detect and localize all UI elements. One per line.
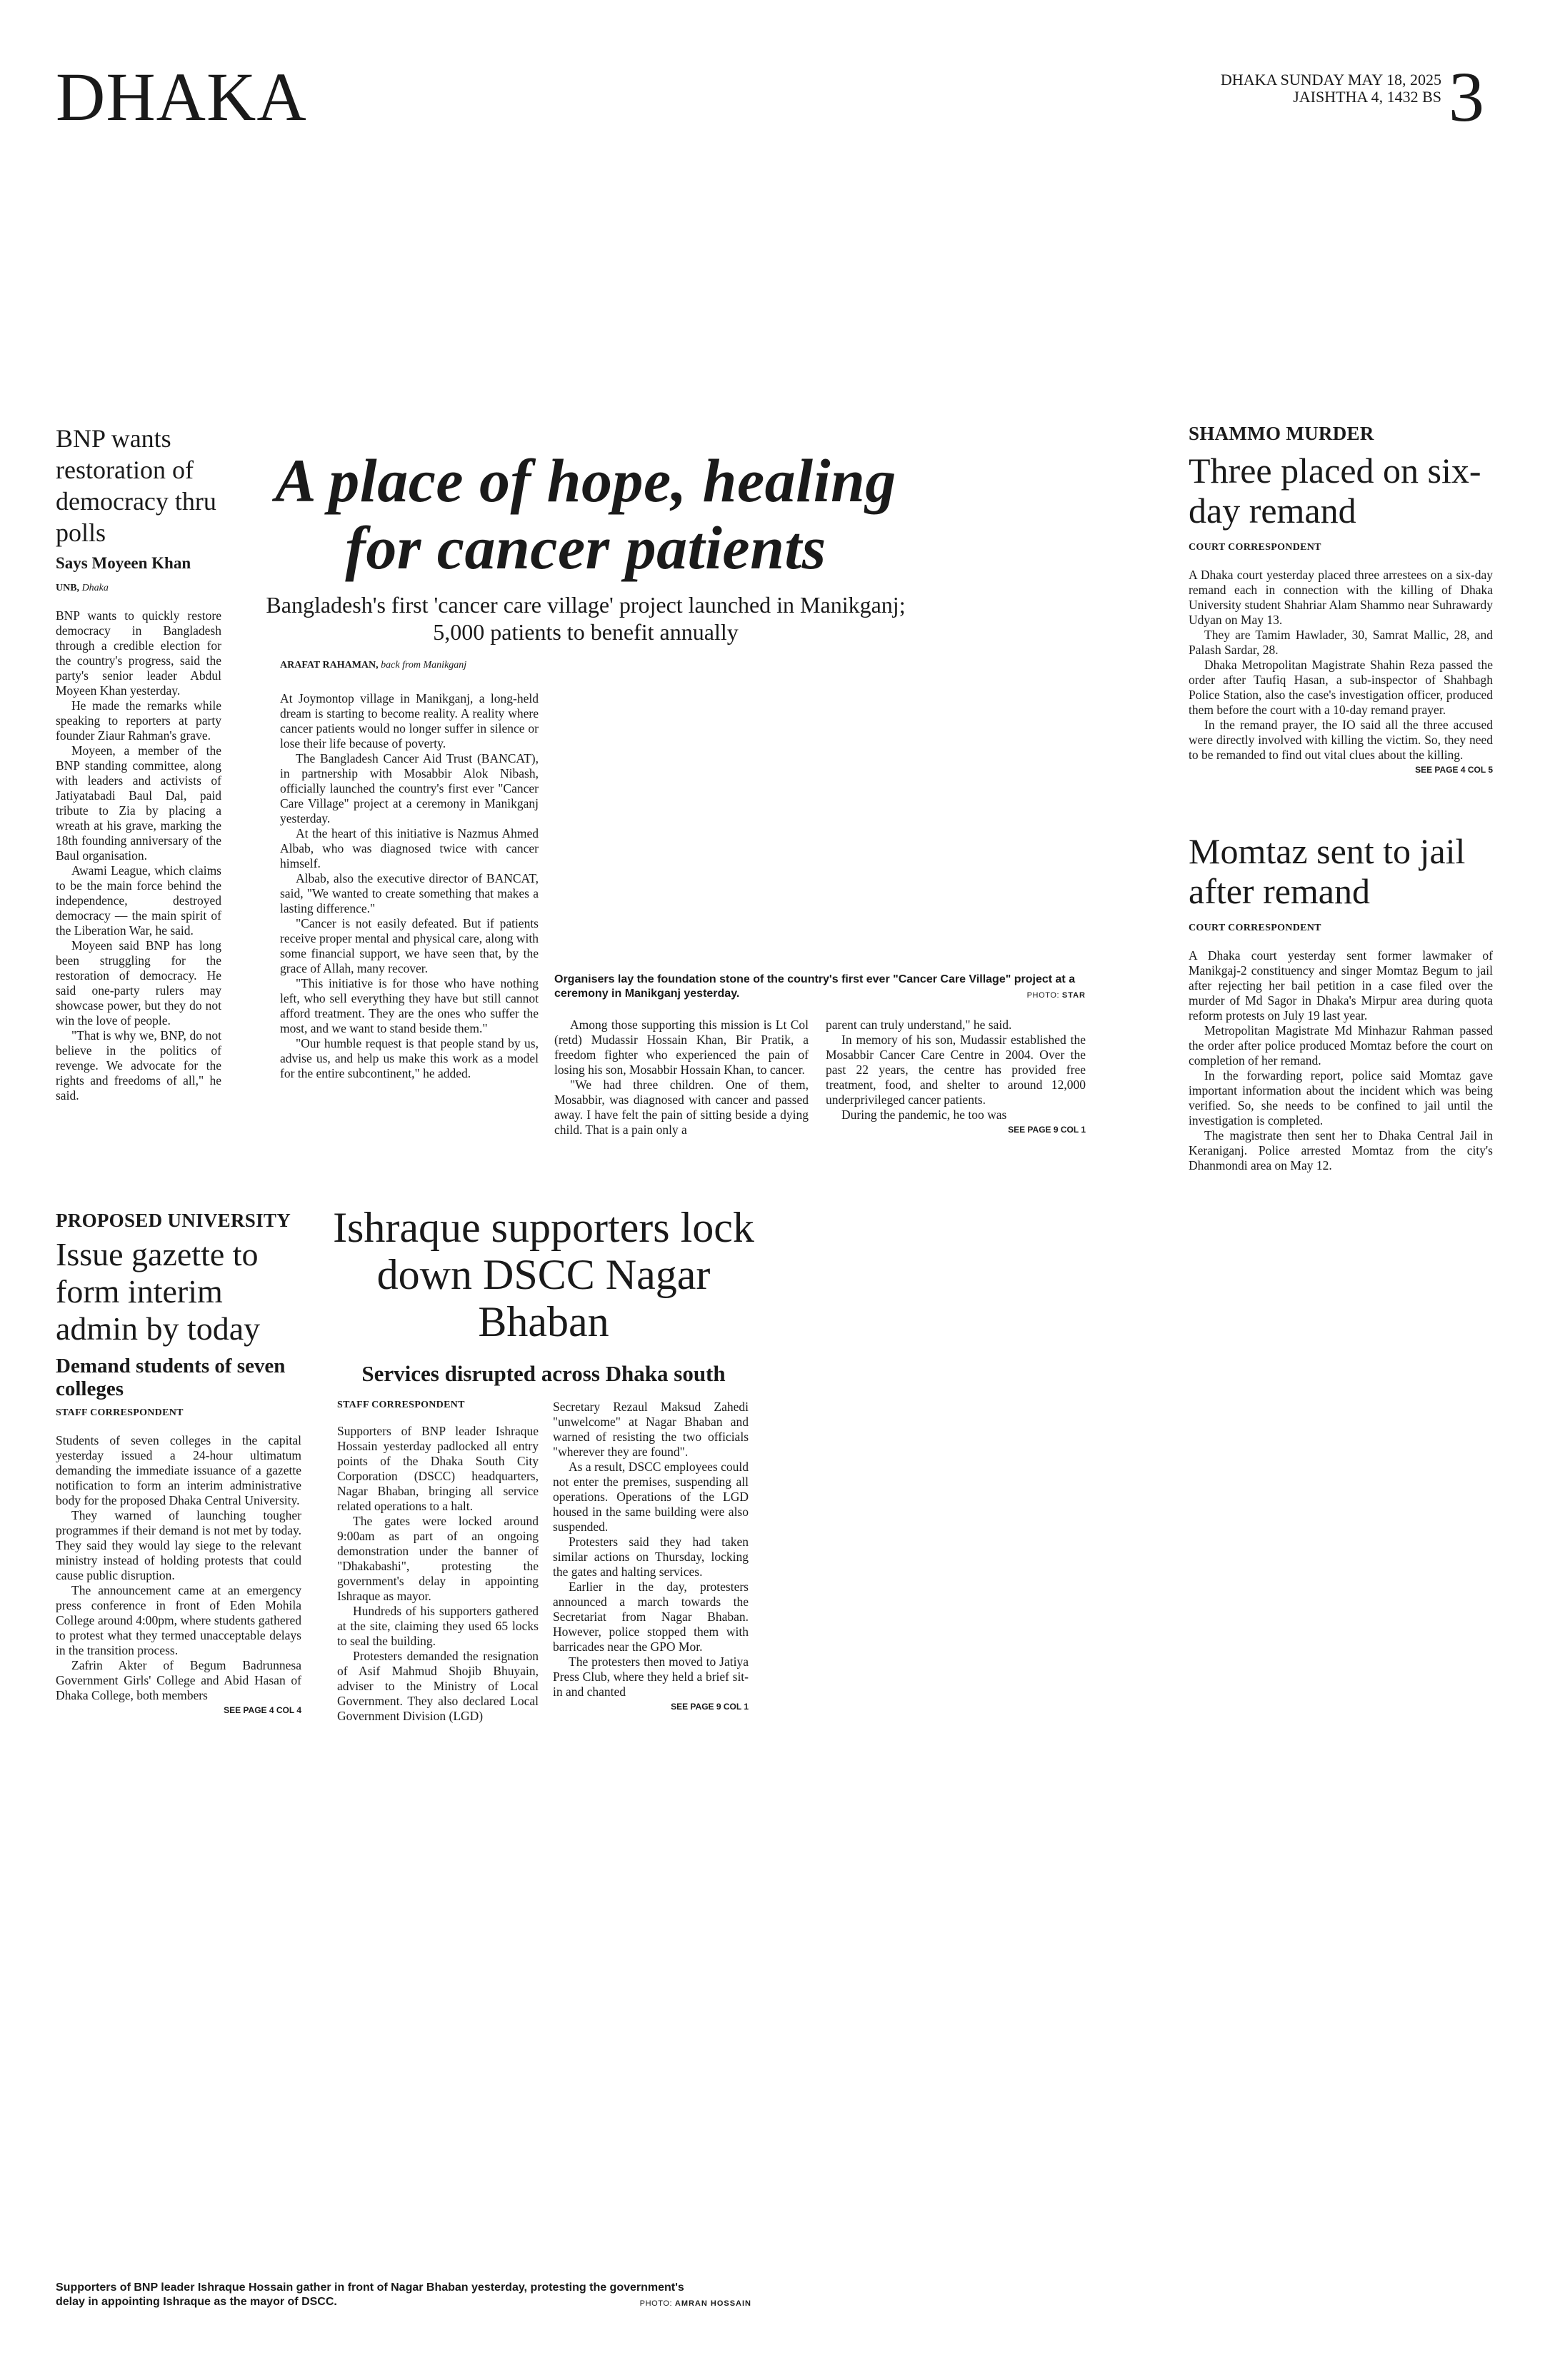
cancer-headline-line1: A place of hope, healing	[275, 446, 896, 515]
ishraque-deck: Services disrupted across Dhaka south	[361, 1361, 726, 1386]
paragraph: During the pandemic, he too was	[841, 1108, 1007, 1122]
paragraph: They are Tamim Hawlader, 30, Samrat Mallic, 28, and Palash Sardar, 28.	[1189, 628, 1493, 657]
shammo-story	[1189, 423, 1493, 778]
university-body	[56, 1433, 301, 1718]
bottom-photo-caption-line2: delay in appointing Ishraque as the mayor of DSCC.	[56, 2296, 337, 2308]
paragraph: Supporters of BNP leader Ishraque Hossain yesterday padlocked all entry points of the Dhaka South City Corporation (DSCC) headquarters, Nagar Bhaban, bringing all service related operations to a halt.	[337, 1424, 539, 1513]
paragraph: Protesters demanded the resignation of Asif Mahmud Shojib Bhuyain, adviser to the Ministry of Local Government. They also declared Local Government Division (LGD)	[337, 1649, 539, 1723]
cancer-headline-line2: for cancer patients	[345, 513, 826, 582]
paragraph: In the forwarding report, police said Momtaz gave important information about the incident which was being verified. So, she needs to be confined to jail until the investigation is completed.	[1189, 1068, 1493, 1128]
paragraph: "Our humble request is that people stand by us, advise us, and help us make this work as a model for the entire subcontinent," he added.	[280, 1036, 539, 1080]
paragraph: The magistrate then sent her to Dhaka Central Jail in Keraniganj. Police arrested Momtaz from the city's Dhanmondi area on May 12.	[1189, 1128, 1493, 1173]
cancer-col-2	[554, 1018, 809, 1138]
ishraque-col-2	[553, 1400, 749, 1714]
paragraph: Dhaka Metropolitan Magistrate Shahin Reza passed the order after Taufiq Hasan, a sub-inspector of Shahbagh Police Station, also the case's investigation officer, produced them before the court with a 10-day remand prayer.	[1189, 658, 1493, 717]
bottom-photo-caption-block	[56, 2281, 751, 2308]
paragraph: As a result, DSCC employees could not enter the premises, suspending all operations. Operations of the LGD housed in the same building were also suspended.	[553, 1460, 749, 1534]
cancer-col-3	[826, 1018, 1086, 1138]
university-kicker: PROPOSED UNIVERSITY	[56, 1210, 291, 1231]
credit-name: STAR	[1061, 991, 1086, 1000]
university-story	[56, 1210, 301, 1718]
ishraque-headline: Ishraque supporters lock down DSCC Nagar Bhaban	[333, 1204, 754, 1345]
momtaz-story	[1189, 831, 1493, 1173]
ishraque-byline: STAFF CORRESPONDENT	[337, 1400, 465, 1410]
paragraph: Earlier in the day, protesters announced a march towards the Secretariat from Nagar Bhaban. However, police stopped them with barricades near the GPO Mor.	[553, 1580, 749, 1654]
paragraph: They warned of launching tougher programmes if their demand is not met by today. They said they would lay siege to the relevant ministry instead of holding protests that could cause public disruption.	[56, 1508, 301, 1582]
paragraph: Metropolitan Magistrate Md Minhazur Rahman passed the order after police produced Momtaz before the court on completion of her remand.	[1189, 1023, 1493, 1068]
section-title: DHAKA	[56, 59, 307, 135]
bottom-photo-caption-line1: Supporters of BNP leader Ishraque Hossain gather in front of Nagar Bhaban yesterday, protesting the government's	[56, 2281, 684, 2294]
university-headline: Issue gazette to form interim admin by today	[56, 1236, 261, 1347]
shammo-headline: Three placed on six-day remand	[1189, 451, 1481, 531]
paragraph: "We had three children. One of them, Mosabbir, was diagnosed with cancer and passed away. I have felt the pain of sitting beside a dying child. That is a pain only a	[554, 1078, 809, 1137]
bnp-body	[56, 608, 221, 1103]
credit-name: AMRAN HOSSAIN	[674, 2299, 751, 2308]
cancer-headline	[264, 447, 907, 581]
momtaz-headline: Momtaz sent to jail after remand	[1189, 831, 1466, 911]
cancer-deck-line2: 5,000 patients to benefit annually	[433, 619, 739, 645]
shammo-see-page: SEE PAGE 4 COL 5	[1415, 765, 1493, 775]
paragraph: Students of seven colleges in the capital yesterday issued a 24-hour ultimatum demanding the immediate issuance of a gazette notification to form an interim administrative body for the proposed Dhaka Central University.	[56, 1433, 301, 1507]
paragraph: parent can truly understand," he said.	[826, 1018, 1012, 1032]
cancer-see-page: SEE PAGE 9 COL 1	[1008, 1125, 1086, 1135]
ishraque-see-page: SEE PAGE 9 COL 1	[671, 1702, 749, 1712]
paragraph: The protesters then moved to Jatiya Press Club, where they held a brief sit-in and chanted	[553, 1655, 749, 1699]
paragraph: Moyeen said BNP has long been struggling for the restoration of democracy. He said one-party rulers may showcase power, but they do not win the love of people.	[56, 938, 221, 1028]
momtaz-byline: COURT CORRESPONDENT	[1189, 923, 1321, 933]
credit-label: PHOTO:	[639, 2299, 673, 2308]
cancer-photo-caption-block	[554, 973, 1086, 1000]
university-see-page: SEE PAGE 4 COL 4	[224, 1705, 301, 1715]
cancer-byline-place: back from Manikganj	[381, 660, 467, 671]
paragraph: BNP wants to quickly restore democracy in Bangladesh through a credible election for the country's progress, said the party's senior leader Abdul Moyeen Khan yesterday.	[56, 608, 221, 698]
cancer-byline-name: ARAFAT RAHAMAN,	[280, 660, 379, 671]
paragraph: In memory of his son, Mudassir established the Mosabbir Cancer Care Centre in 2004. Over the past 22 years, the centre has provided free treatment, food, and shelter to around 12,000 underprivileged cancer patients.	[826, 1033, 1086, 1107]
shammo-body	[1189, 568, 1493, 778]
paragraph: Secretary Rezaul Maksud Zahedi "unwelcome" at Nagar Bhaban and warned of resisting the two officials "wherever they are found".	[553, 1400, 749, 1459]
credit-label: PHOTO:	[1026, 991, 1060, 1000]
paragraph: The announcement came at an emergency press conference in front of Eden Mohila College around 4:00pm, where students gathered to protest what they termed unacceptable delays in the transition process.	[56, 1583, 301, 1657]
cancer-deck	[264, 591, 907, 646]
paragraph: The gates were locked around 9:00am as part of an ongoing demonstration under the banner of "Dhakabashi", protesting the government's delay in appointing Ishraque as mayor.	[337, 1514, 539, 1603]
paragraph: A Dhaka court yesterday placed three arrestees on a six-day remand each in connection with the killing of Dhaka University student Shahriar Alam Shammo near Suhrawardy Udyan on May 13.	[1189, 568, 1493, 627]
paragraph: In the remand prayer, the IO said all the three accused were directly involved with killing the victim. So, they need to be remanded to find out vital clues about the killing.	[1189, 718, 1493, 762]
paragraph: Among those supporting this mission is Lt Col (retd) Mudassir Hossain Khan, Bir Pratik, a freedom fighter who experienced the pain of losing his son, Mosabbir Hossain Khan, to cancer.	[554, 1018, 809, 1077]
dateline	[1141, 71, 1441, 106]
paragraph: Hundreds of his supporters gathered at the site, claiming they used 65 locks to seal the building.	[337, 1604, 539, 1648]
cancer-col-1	[280, 691, 539, 1081]
paragraph: The Bangladesh Cancer Aid Trust (BANCAT), in partnership with Mosabbir Alok Nibash, officially launched the country's first ever "Cancer Care Village" project at a ceremony in Manikganj yesterday.	[280, 751, 539, 825]
page-number: 3	[1449, 57, 1484, 136]
paragraph: At Joymontop village in Manikganj, a long-held dream is starting to become reality. A reality where cancer patients would no longer suffer in silence or lose their life because of poverty.	[280, 691, 539, 750]
paragraph: Zafrin Akter of Begum Badrunnesa Government Girls' College and Abid Hasan of Dhaka College, both members	[56, 1658, 301, 1702]
shammo-byline: COURT CORRESPONDENT	[1189, 542, 1321, 553]
bnp-headline: BNP wants restoration of democracy thru polls	[56, 424, 216, 547]
dateline-bengali: JAISHTHA 4, 1432 BS	[1293, 88, 1441, 106]
bnp-byline-place: Dhaka	[81, 583, 109, 593]
paragraph: A Dhaka court yesterday sent former lawmaker of Manikgaj-2 constituency and singer Momtaz Begum to jail after rejecting her bail petition in a case filed over the murder of Md Sagor in Dhaka's Mirpur area during quota reform protests on July 19 last year.	[1189, 948, 1493, 1023]
shammo-kicker: SHAMMO MURDER	[1189, 423, 1374, 444]
cancer-byline	[280, 660, 466, 671]
paragraph: At the heart of this initiative is Nazmus Ahmed Albab, who was diagnosed twice with cancer himself.	[280, 826, 539, 870]
paragraph: He made the remarks while speaking to reporters at party founder Ziaur Rahman's grave.	[56, 698, 221, 743]
ishraque-col-1	[337, 1424, 539, 1724]
university-subhead: Demand students of seven colleges	[56, 1355, 286, 1400]
paragraph: Awami League, which claims to be the main force behind the independence, destroyed democracy — the main spirit of the Liberation War, he said.	[56, 863, 221, 938]
paragraph: "This initiative is for those who have nothing left, who sell everything they have but still cannot afford treatment. They are the ones who suffer the most, and we want to stand beside them."	[280, 976, 539, 1035]
paragraph: "Cancer is not easily defeated. But if patients receive proper mental and physical care, along with some financial support, we have seen that, by the grace of Allah, many recover.	[280, 916, 539, 975]
dateline-date: DHAKA SUNDAY MAY 18, 2025	[1220, 71, 1441, 89]
bnp-byline	[56, 583, 221, 594]
momtaz-body	[1189, 948, 1493, 1173]
bnp-subhead: Says Moyeen Khan	[56, 554, 191, 572]
bnp-story	[56, 423, 221, 1103]
bnp-byline-agency: UNB,	[56, 583, 80, 593]
paragraph: Albab, also the executive director of BANCAT, said, "We wanted to create something that makes a lasting difference."	[280, 871, 539, 915]
paragraph: Protesters said they had taken similar actions on Thursday, locking the gates and halting services.	[553, 1535, 749, 1579]
cancer-photo-caption: Organisers lay the foundation stone of the country's first ever "Cancer Care Village" project at a ceremony in Manikganj yesterday.	[554, 973, 1076, 1000]
university-byline: STAFF CORRESPONDENT	[56, 1407, 184, 1418]
paragraph: "That is why we, BNP, do not believe in the politics of revenge. We advocate for the rights and freedoms of all," he said.	[56, 1028, 221, 1103]
paragraph: Moyeen, a member of the BNP standing committee, along with leaders and activists of Jatiyatabadi Baul Dal, paid tribute to Zia by placing a wreath at his grave, marking the 18th founding anniversary of the Baul organisation.	[56, 743, 221, 863]
cancer-deck-line1: Bangladesh's first 'cancer care village' project launched in Manikganj;	[266, 592, 906, 618]
